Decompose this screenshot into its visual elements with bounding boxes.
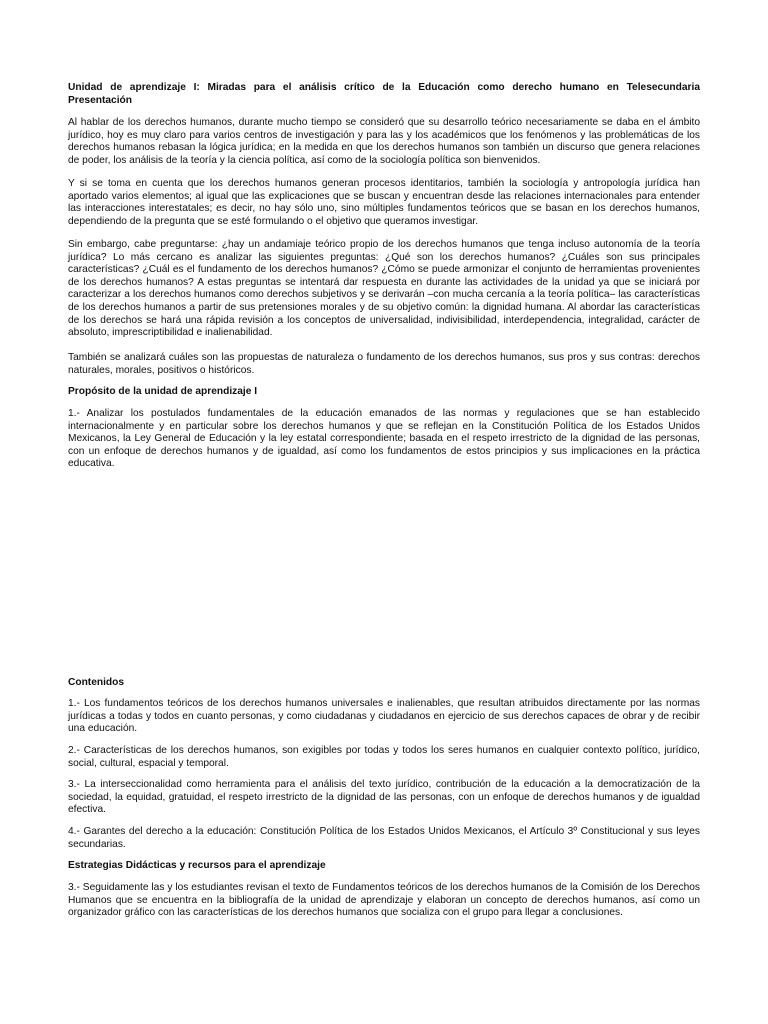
presentation-paragraph: También se analizará cuáles son las propuestas de naturaleza o fundamento de los derechos humanos, sus pros y sus contras: derechos naturales, morales, positivos o históricos.: [68, 352, 700, 376]
presentation-paragraph: Y si se toma en cuenta que los derechos humanos generan procesos identitarios, también la sociología y antropología jurídica han aportado varios elementos; al igual que las explicaciones que se buscan y encuentran desde las relaciones internacionales para entender las interacciones interestatales; es decir, no hay sólo uno, sino múltiples fundamentos teóricos que se basan en los derechos humanos, dependiendo de la pregunta que se esté formulando o el objetivo que queramos investigar.: [68, 178, 700, 227]
presentation-paragraph: Al hablar de los derechos humanos, durante mucho tiempo se consideró que su desarrollo teórico necesariamente se daba en el ámbito jurídico, hoy es muy claro para varios centros de investigación y para las y los académicos que los fenómenos y las problemáticas de los derechos humanos rebasan la lógica jurídica; en la medida en que los derechos humanos son también un discurso que genera relaciones de poder, los análisis de la teoría y la ciencia política, así como de la sociología política son bienvenidos.: [68, 117, 700, 166]
contents-item: 4.- Garantes del derecho a la educación: Constitución Política de los Estados Unidos Mexicanos, el Artículo 3º Constitucional y sus leyes secundarias.: [68, 826, 700, 850]
document-header: [68, 82, 700, 107]
document-page: [68, 0, 700, 1024]
purpose-heading: Propósito de la unidad de aprendizaje I: [68, 386, 258, 397]
contents-heading: Contenidos: [68, 677, 125, 688]
contents-item: 3.- La interseccionalidad como herramienta para el análisis del texto jurídico, contribución de la educación a la democratización de la sociedad, la equidad, gratuidad, el respeto irrestricto de la dignidad de las personas, con un enfoque de derechos humanos y de igualdad efectiva.: [68, 779, 700, 816]
purpose-text: 1.- Analizar los postulados fundamentales de la educación emanados de las normas y regulaciones que se han establecido internacionalmente y en particular sobre los derechos humanos y que se reflejan en la Constitución Política de los Estados Unidos Mexicanos, la Ley General de Educación y la ley estatal correspondiente; basada en el respeto irrestricto de la dignidad de las personas, con un enfoque de derechos humanos y de igualdad, así como los fundamentos de estos principios y sus implicaciones en la práctica educativa.: [68, 408, 700, 470]
contents-item: 1.- Los fundamentos teóricos de los derechos humanos universales e inalienables, que resultan atribuidos directamente por las normas jurídicas a todas y todos en cuanto personas, y como ciudadanas y ciudadanos en ejercicio de sus derechos capaces de obrar y de recibir una educación.: [68, 698, 700, 735]
strategies-text: 3.- Seguidamente las y los estudiantes revisan el texto de Fundamentos teóricos de los derechos humanos de la Comisión de los Derechos Humanos que se encuentra en la bibliografía de la unidad de aprendizaje y elaboran un concepto de derechos humanos, así como un organizador gráfico con las características de los derechos humanos que socializa con el grupo para llegar a conclusiones.: [68, 882, 700, 919]
presentation-paragraph: Sin embargo, cabe preguntarse: ¿hay un andamiaje teórico propio de los derechos humanos que tenga incluso autonomía de la teoría jurídica? Lo más cercano es analizar las siguientes preguntas: ¿Qué son los derechos humanos? ¿Cuáles son sus principales características? ¿Cuál es el fundamento de los derechos humanos? ¿Cómo se puede armonizar el conjunto de herramientas provenientes de los derechos humanos? A estas preguntas se intentará dar respuesta en durante las actividades de la unidad ya que se iniciará por caracterizar a los derechos humanos como derechos subjetivos y se derivarán –con mucha cercanía a la teoría política– las características de los derechos humanos a partir de sus pretensiones morales y de su objetivo común: la dignidad humana. Al abordar las características de los derechos se hará una rápida revisión a los conceptos de universalidad, indivisibilidad, interdependencia, integralidad, carácter de absoluto, imprescriptibilidad e inalienabilidad.: [68, 239, 700, 339]
strategies-heading: Estrategias Didácticas y recursos para el aprendizaje: [68, 860, 326, 871]
contents-item: 2.- Características de los derechos humanos, son exigibles por todas y todos los seres humanos en cualquier contexto político, jurídico, social, cultural, espacial y temporal.: [68, 745, 700, 769]
document-title: Unidad de aprendizaje I: Miradas para el análisis crítico de la Educación como derecho humano en Telesecundaria: [68, 82, 700, 93]
document-subtitle: Presentación: [68, 94, 132, 106]
